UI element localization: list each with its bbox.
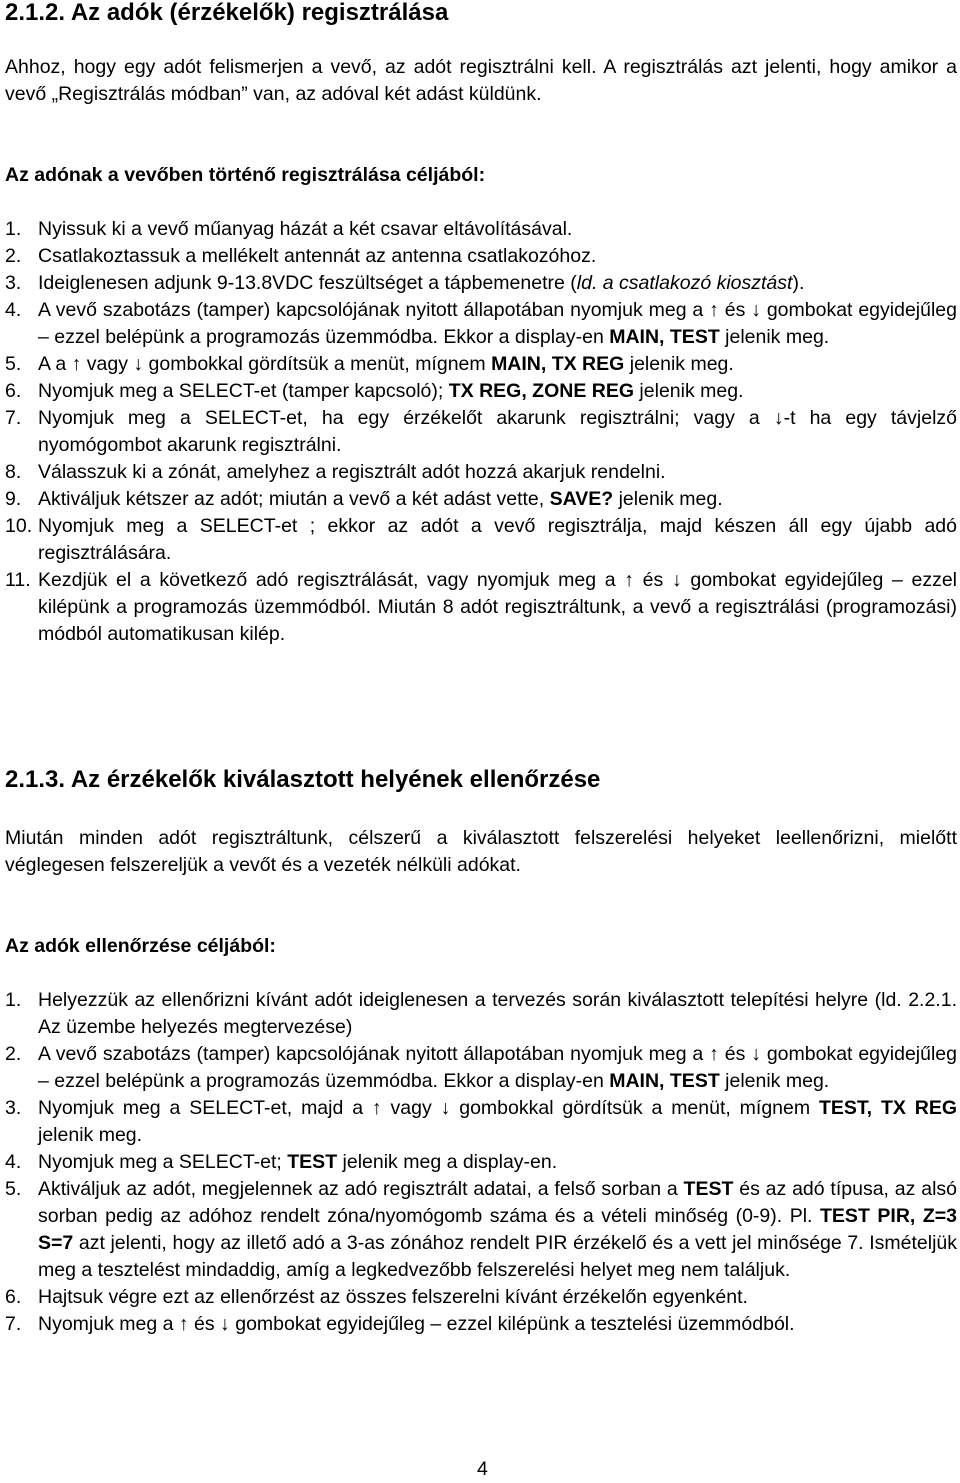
list-item: 6. Hajtsuk végre ezt az ellenőrzést az összes felszerelni kívánt érzékelőn egyenként. <box>5 1286 748 1308</box>
section-heading-location-check: 2.1.3. Az érzékelők kiválasztott helyének ellenőrzése <box>5 766 601 793</box>
section-heading-registration: 2.1.2. Az adók (érzékelők) regisztrálása <box>5 0 449 26</box>
list-item: 4. Nyomjuk meg a SELECT-et; TEST jelenik meg a display-en. <box>5 1151 558 1173</box>
list-item: 2. Csatlakoztassuk a mellékelt antennát az antenna csatlakozóhoz. <box>5 245 597 267</box>
list-item: 8. Válasszuk ki a zónát, amelyhez a regisztrált adót hozzá akarjuk rendelni. <box>5 461 666 483</box>
page-number: 4 <box>477 1458 488 1480</box>
registration-steps-list <box>5 216 957 648</box>
list-item: 2. A vevő szabotázs (tamper) kapcsolójának nyitott állapotában nyomjuk meg a ↑ és ↓ gombokat egyidejűleg – ezzel belépünk a programozás üzemmódba. Ekkor a display-en MAIN, TEST jelenik meg. <box>5 1043 957 1092</box>
location-check-intro: Miután minden adót regisztráltunk, célszerű a kiválasztott felszerelési helyeket leellenőrizni, mielőtt véglegesen felszereljük a vevőt és a vezeték nélküli adókat. <box>5 827 957 876</box>
list-item: 7. Nyomjuk meg a SELECT-et, ha egy érzékelőt akarunk regisztrálni; vagy a ↓-t ha egy távjelző nyomógombot akarunk regisztrálni. <box>5 407 957 456</box>
registration-subheading: Az adónak a vevőben történő regisztrálása céljából: <box>5 164 486 186</box>
check-subheading: Az adók ellenőrzése céljából: <box>5 935 276 957</box>
list-item: 7. Nyomjuk meg a ↑ és ↓ gombokat egyidejűleg – ezzel kilépünk a tesztelési üzemmódból. <box>5 1313 795 1335</box>
list-item: 4. A vevő szabotázs (tamper) kapcsolójának nyitott állapotában nyomjuk meg a ↑ és ↓ gombokat egyidejűleg – ezzel belépünk a programozás üzemmódba. Ekkor a display-en MAIN, TEST jelenik meg. <box>5 299 957 348</box>
list-item: 3. Nyomjuk meg a SELECT-et, majd a ↑ vagy ↓ gombokkal gördítsük a menüt, mígnem TEST, TX REG jelenik meg. <box>5 1097 957 1146</box>
list-item: 3. Ideiglenesen adjunk 9-13.8VDC feszültséget a tápbemenetre (ld. a csatlakozó kiosztást). <box>5 272 805 294</box>
list-item: 6. Nyomjuk meg a SELECT-et (tamper kapcsoló); TX REG, ZONE REG jelenik meg. <box>5 380 744 402</box>
list-item: 1. Helyezzük az ellenőrizni kívánt adót ideiglenesen a tervezés során kiválasztott telepítési helyre (ld. 2.2.1. Az üzembe helyezés megtervezése) <box>5 989 957 1038</box>
intro-paragraph: Ahhoz, hogy egy adót felismerjen a vevő, az adót regisztrálni kell. A regisztrálás azt jelenti, hogy amikor a vevő „Regisztrálás módban” van, az adóval két adást küldünk. <box>5 56 957 105</box>
check-steps-list <box>5 987 957 1338</box>
list-item: 5. Aktiváljuk az adót, megjelennek az adó regisztrált adatai, a felső sorban a TEST és az adó típusa, az alsó sorban pedig az adóhoz rendelt zóna/nyomógomb száma és a vételi minőség (0-9). Pl. TEST PIR, Z=3 S=7 azt jelenti, hogy az illető adó a 3-as zónához rendelt PIR érzékelő és a vett jel minősége 7. Ismételjük meg a tesztelést mindaddig, amíg a legkedvezőbb felszerelési helyet meg nem találjuk. <box>5 1178 957 1281</box>
list-item: 9. Aktiváljuk kétszer az adót; miután a vevő a két adást vette, SAVE? jelenik meg. <box>5 488 723 510</box>
list-item: 5. A a ↑ vagy ↓ gombokkal gördítsük a menüt, mígnem MAIN, TX REG jelenik meg. <box>5 353 734 375</box>
list-item: 11. Kezdjük el a következő adó regisztrálását, vagy nyomjuk meg a ↑ és ↓ gombokat egyidejűleg – ezzel kilépünk a programozás üzemmódból. Miután 8 adót regisztráltunk, a vevő a regisztrálási (programozási) módból automatikusan kilép. <box>5 569 957 645</box>
list-item: 10. Nyomjuk meg a SELECT-et ; ekkor az adót a vevő regisztrálja, majd készen áll egy újabb adó regisztrálására. <box>5 515 957 564</box>
list-item: 1. Nyissuk ki a vevő műanyag házát a két csavar eltávolításával. <box>5 218 573 240</box>
